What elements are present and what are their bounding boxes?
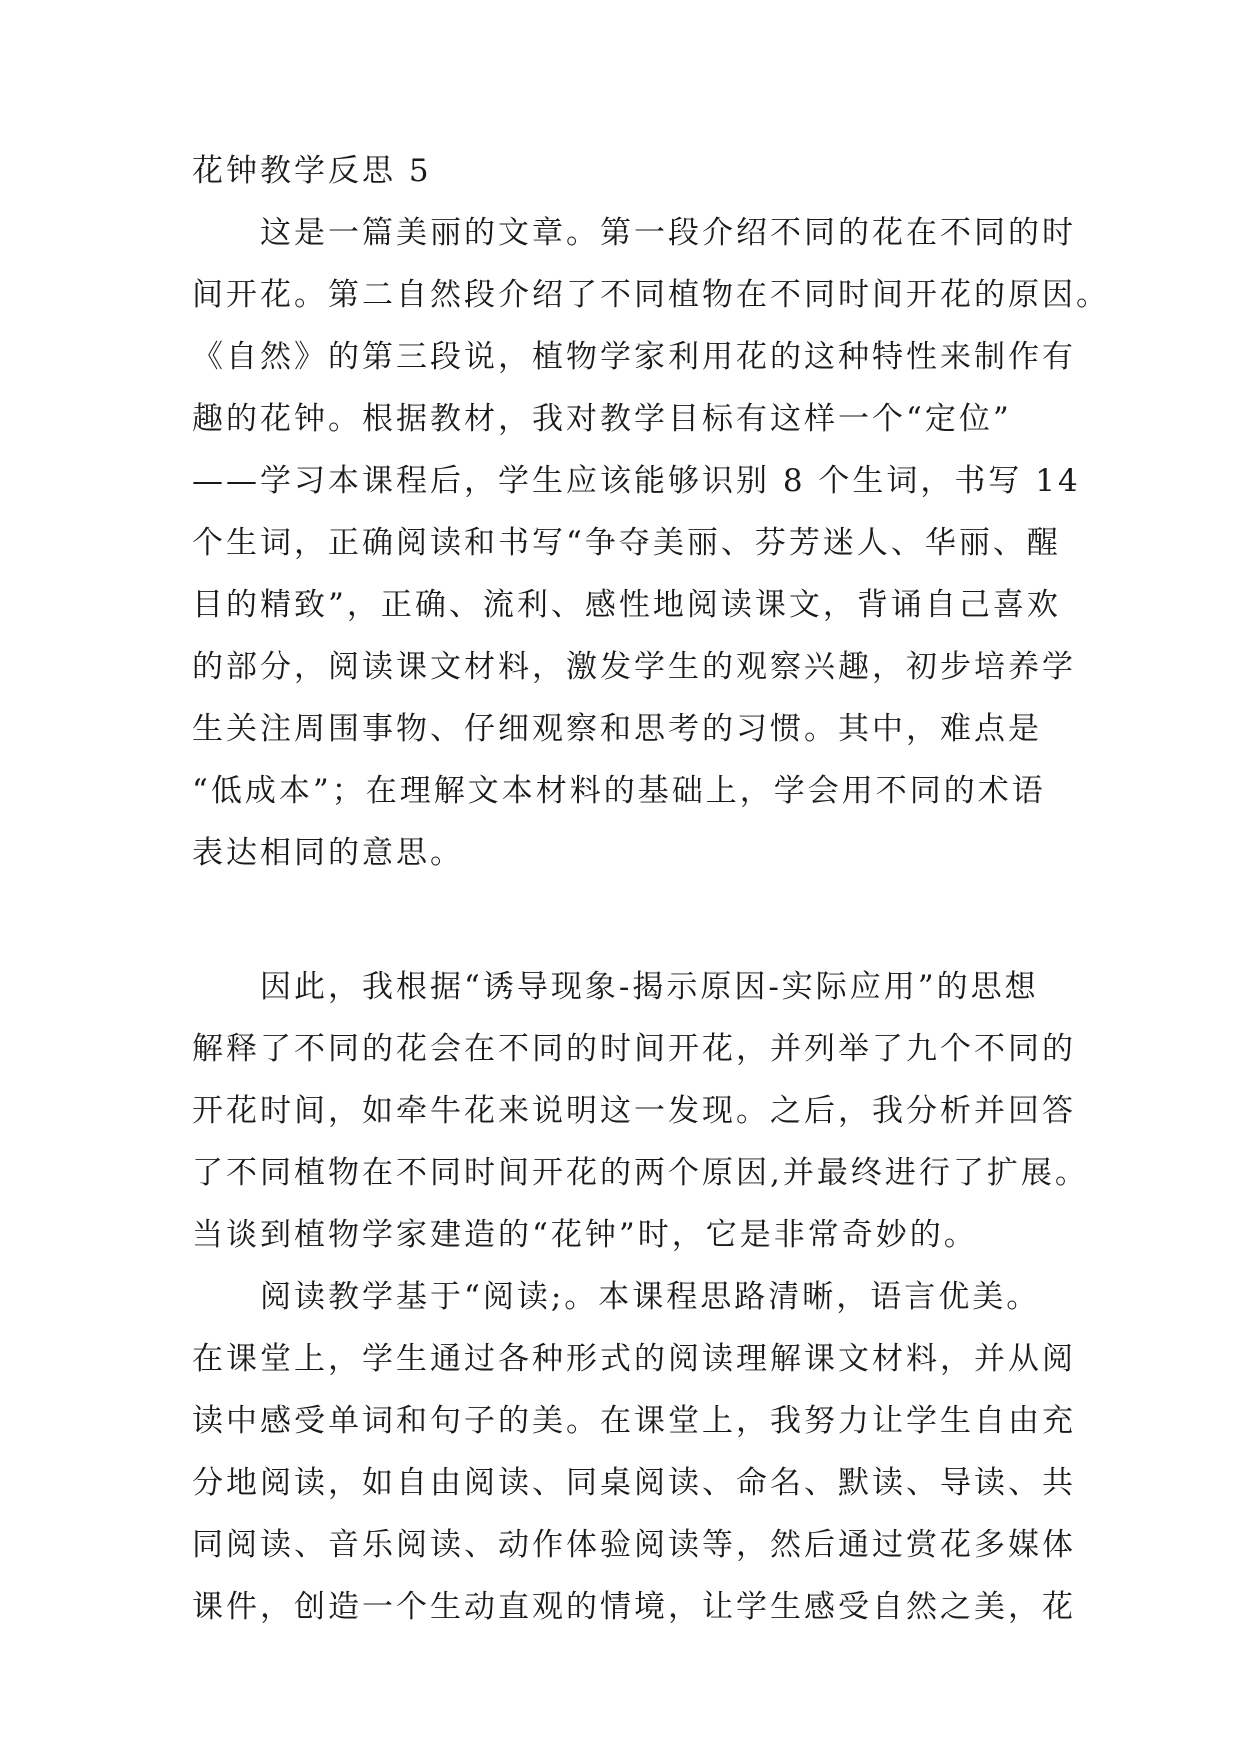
paragraph-line: 解释了不同的花会在不同的时间开花，并列举了九个不同的 xyxy=(192,1031,1076,1067)
document-title: 花钟教学反思 5 xyxy=(192,153,432,189)
paragraph-line: 同阅读、音乐阅读、动作体验阅读等，然后通过赏花多媒体 xyxy=(192,1527,1076,1563)
paragraph-line: 开花时间，如牵牛花来说明这一发现。之后，我分析并回答 xyxy=(192,1093,1076,1129)
document-body xyxy=(192,140,1110,1638)
paragraph-line: 因此，我根据“诱导现象-揭示原因-实际应用”的思想 xyxy=(260,969,1039,1005)
paragraph-line: 间开花。第二自然段介绍了不同植物在不同时间开花的原因。 xyxy=(192,277,1110,313)
paragraph-line: 趣的花钟。根据教材，我对教学目标有这样一个“定位” xyxy=(192,401,1012,437)
paragraph-line: 个生词，正确阅读和书写“争夺美丽、芬芳迷人、华丽、醒 xyxy=(192,525,1061,561)
paragraph-line: 分地阅读，如自由阅读、同桌阅读、命名、默读、导读、共 xyxy=(192,1465,1076,1501)
paragraph-line: 当谈到植物学家建造的“花钟”时，它是非常奇妙的。 xyxy=(192,1217,978,1253)
paragraph-line: 目的精致”，正确、流利、感性地阅读课文，背诵自己喜欢 xyxy=(192,587,1061,623)
paragraph-2 xyxy=(192,956,1089,1266)
paragraph-line: 生关注周围事物、仔细观察和思考的习惯。其中，难点是 xyxy=(192,711,1042,747)
paragraph-line: ——学习本课程后，学生应该能够识别 8 个生词，书写 14 xyxy=(192,463,1081,499)
paragraph-line: 读中感受单词和句子的美。在课堂上，我努力让学生自由充 xyxy=(192,1403,1076,1439)
paragraph-line: 这是一篇美丽的文章。第一段介绍不同的花在不同的时 xyxy=(260,215,1076,251)
paragraph-line: 《自然》的第三段说，植物学家利用花的这种特性来制作有 xyxy=(192,339,1076,375)
paragraph-line: 在课堂上，学生通过各种形式的阅读理解课文材料，并从阅 xyxy=(192,1341,1076,1377)
paragraph-line: 了不同植物在不同时间开花的两个原因,并最终进行了扩展。 xyxy=(192,1155,1089,1191)
paragraph-line: “低成本”；在理解文本材料的基础上，学会用不同的术语 xyxy=(192,773,1046,809)
paragraph-3 xyxy=(192,1266,1076,1638)
paragraph-line: 阅读教学基于“阅读;。本课程思路清晰，语言优美。 xyxy=(260,1279,1041,1315)
paragraph-spacer xyxy=(192,884,1052,956)
paragraph-line: 的部分，阅读课文材料，激发学生的观察兴趣，初步培养学 xyxy=(192,649,1076,685)
paragraph-1 xyxy=(192,202,1110,884)
paragraph-line: 课件，创造一个生动直观的情境，让学生感受自然之美，花 xyxy=(192,1589,1076,1625)
paragraph-line: 表达相同的意思。 xyxy=(192,835,464,871)
